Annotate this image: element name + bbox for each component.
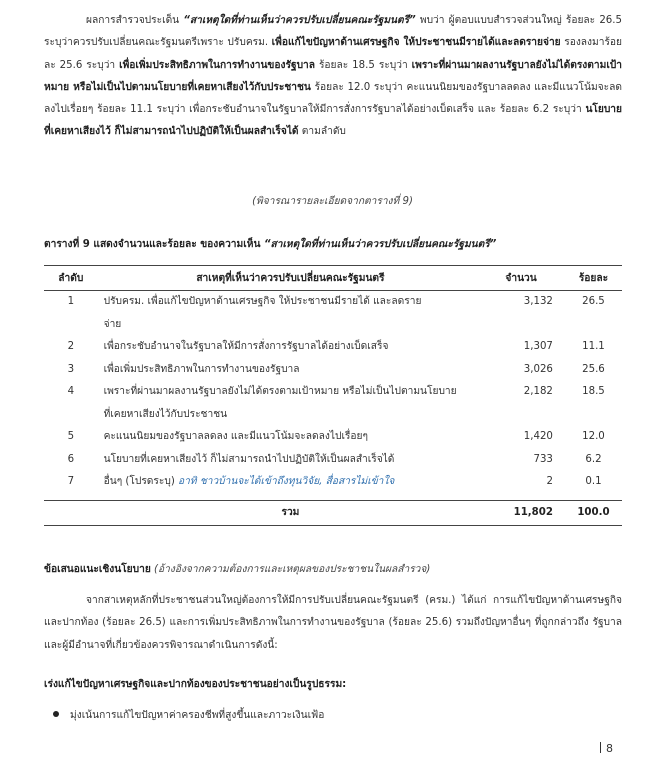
intro-bold: เพื่อเพิ่มประสิทธิภาพในการทำงานของรัฐบาล bbox=[119, 59, 316, 71]
row-order: 7 bbox=[67, 476, 75, 487]
table-caption bbox=[44, 236, 634, 252]
results-table bbox=[44, 265, 622, 526]
row-reason bbox=[98, 471, 478, 500]
row-reason: เพื่อกระชับอำนาจในรัฐบาลให้มีการสั่งการรัฐบาลได้อย่างเบ็ดเสร็จ bbox=[103, 341, 389, 352]
table-total-row bbox=[44, 500, 622, 525]
intro-paragraph bbox=[44, 10, 622, 144]
row-reason: คะแนนนิยมของรัฐบาลลดลง และมีแนวโน้มจะลดลงไปเรื่อยๆ bbox=[103, 431, 368, 442]
row-reason: ปรับครม. เพื่อแก้ไขปัญหาด้านเศรษฐกิจ ให้ประชาชนมีรายได้ และลดรายจ่าย bbox=[103, 296, 422, 330]
row-percent: 18.5 bbox=[582, 386, 605, 397]
intro-text: พบว่า ผู้ตอบแบบสำรวจส่วนใหญ่ ร้อยละ 26.5 ระบุว่าควรปรับเปลี่ยนคณะรัฐมนตรีเพราะ ปรับครม. bbox=[44, 15, 622, 49]
row-percent: 6.2 bbox=[585, 453, 602, 465]
row-percent: 26.5 bbox=[582, 296, 605, 307]
row-percent: 0.1 bbox=[585, 476, 602, 487]
col-header-reason: สาเหตุที่เห็นว่าควรปรับเปลี่ยนคณะรัฐมนตรี bbox=[98, 266, 478, 291]
row-count: 2,182 bbox=[523, 386, 553, 397]
table-row bbox=[44, 471, 622, 500]
page-number bbox=[600, 742, 613, 755]
row-order: 2 bbox=[67, 341, 75, 352]
caption-prefix: ตารางที่ 9 แสดงจำนวนและร้อยละ ของความเห็น bbox=[44, 239, 264, 250]
intro-text: ร้อยละ 12.0 ระบุว่า คะแนนนิยมของรัฐบาลลดลง และมีแนวโน้มจะลดลงไปเรื่อยๆ ร้อยละ 11.1 ระบุว่า เพื่อกระชับอำนาจในรัฐบาลให้มีการสั่งการรัฐบาลได้อย่างเบ็ดเสร็จ และ ร้อยละ 6.2 ระบุว่า bbox=[44, 81, 622, 116]
col-header-count: จำนวน bbox=[477, 266, 565, 291]
row-reason-text: อื่นๆ (โปรดระบุ) bbox=[103, 476, 179, 487]
row-reason: เพื่อเพิ่มประสิทธิภาพในการทำงานของรัฐบาล bbox=[103, 363, 300, 375]
recommendation-heading bbox=[44, 561, 430, 577]
intro-bold: นโยบายที่เคยหาเสียงไว้ ก็ไม่สามารถนำไปปฏิบัติให้เป็นผลสำเร็จได้ bbox=[44, 104, 622, 138]
page-number-divider bbox=[600, 742, 601, 753]
row-order: 6 bbox=[67, 453, 75, 465]
row-count: 3,026 bbox=[523, 363, 553, 375]
total-percent: 100.0 bbox=[565, 500, 622, 525]
table-row bbox=[44, 449, 622, 472]
total-spacer bbox=[44, 500, 98, 525]
row-reason-extra: อาทิ ชาวบ้านจะได้เข้าถึงทุนวิจัย, สื่อสารไม่เข้าใจ bbox=[178, 476, 395, 487]
row-order: 4 bbox=[67, 386, 75, 397]
intro-text: รองลงมาร้อยละ 25.6 ระบุว่า bbox=[44, 37, 623, 71]
table-reference-note: (พิจารณารายละเอียดจากตารางที่ 9) bbox=[252, 196, 413, 207]
row-count: 2 bbox=[546, 476, 553, 487]
table-row bbox=[44, 426, 622, 449]
table-row bbox=[44, 291, 622, 337]
row-count: 3,132 bbox=[523, 296, 553, 307]
row-order: 5 bbox=[67, 431, 75, 442]
intro-bold: เพราะที่ผ่านมาผลงานรัฐบาลยังไม่ได้ตรงตามเป้าหมาย หรือไม่เป็นไปตามนโยบายที่เคยหาเสียงไว้กับประชาชน bbox=[44, 59, 622, 93]
table-row bbox=[44, 336, 622, 359]
row-count: 1,420 bbox=[523, 431, 553, 442]
bullet-icon bbox=[53, 711, 59, 717]
row-reason: นโยบายที่เคยหาเสียงไว้ ก็ไม่สามารถนำไปปฏิบัติให้เป็นผลสำเร็จได้ bbox=[103, 453, 395, 465]
col-header-percent: ร้อยละ bbox=[565, 266, 622, 291]
row-order: 1 bbox=[67, 296, 75, 307]
row-order: 3 bbox=[67, 363, 75, 375]
bullet-text: มุ่งเน้นการแก้ไขปัญหาค่าครองชีพที่สูงขึ้นและภาวะเงินเฟ้อ bbox=[70, 710, 325, 721]
total-label: รวม bbox=[98, 500, 478, 525]
table-row bbox=[44, 381, 622, 426]
row-count: 1,307 bbox=[523, 341, 553, 352]
intro-bold: เพื่อแก้ไขปัญหาด้านเศรษฐกิจ ให้ประชาชนมีรายได้และลดรายจ่าย bbox=[271, 37, 561, 49]
recommendation-title-note: (อ้างอิงจากความต้องการและเหตุผลของประชาชนในผลสำรวจ) bbox=[150, 564, 431, 575]
table-row bbox=[44, 359, 622, 382]
row-reason: เพราะที่ผ่านมาผลงานรัฐบาลยังไม่ได้ตรงตามเป้าหมาย หรือไม่เป็นไปตามนโยบายที่เคยหาเสียงไว้กับประชาชน bbox=[103, 386, 457, 420]
recommendation-subheading: เร่งแก้ไขปัญหาเศรษฐกิจและปากท้องของประชาชนอย่างเป็นรูปธรรม: bbox=[44, 679, 347, 690]
page-number-value: 8 bbox=[606, 742, 613, 755]
intro-text: ร้อยละ 18.5 ระบุว่า bbox=[315, 59, 412, 71]
row-percent: 11.1 bbox=[582, 341, 605, 352]
row-percent: 12.0 bbox=[582, 431, 605, 442]
recommendation-paragraph bbox=[44, 590, 622, 657]
total-count: 11,802 bbox=[477, 500, 565, 525]
row-percent: 25.6 bbox=[582, 363, 605, 375]
recommendation-title: ข้อเสนอแนะเชิงนโยบาย bbox=[44, 564, 151, 575]
bullet-item bbox=[70, 707, 324, 723]
intro-quote: “สาเหตุใดที่ท่านเห็นว่าควรปรับเปลี่ยนคณะรัฐมนตรี” bbox=[183, 15, 416, 26]
recommendation-body: จากสาเหตุหลักที่ประชาชนส่วนใหญ่ต้องการให้มีการปรับเปลี่ยนคณะรัฐมนตรี (ครม.) ได้แก่ การแก้ไขปัญหาด้านเศรษฐกิจและปากท้อง (ร้อยละ 26.5) และการเพิ่มประสิทธิภาพในการทำงานของรัฐบาล (ร้อยละ 25.6) รวมถึงปัญหาอื่นๆ ที่ถูกกล่าวถึง รัฐบาลและผู้มีอำนาจที่เกี่ยวข้องควรพิจารณาดำเนินการดังนี้: bbox=[44, 595, 622, 651]
table-header-row bbox=[44, 266, 622, 291]
row-count: 733 bbox=[533, 453, 553, 465]
intro-text: ผลการสำรวจประเด็น bbox=[86, 15, 180, 26]
intro-text: ตามลำดับ bbox=[298, 126, 346, 138]
caption-quote: “สาเหตุใดที่ท่านเห็นว่าควรปรับเปลี่ยนคณะรัฐมนตรี” bbox=[263, 239, 497, 250]
col-header-order: ลำดับ bbox=[44, 266, 98, 291]
